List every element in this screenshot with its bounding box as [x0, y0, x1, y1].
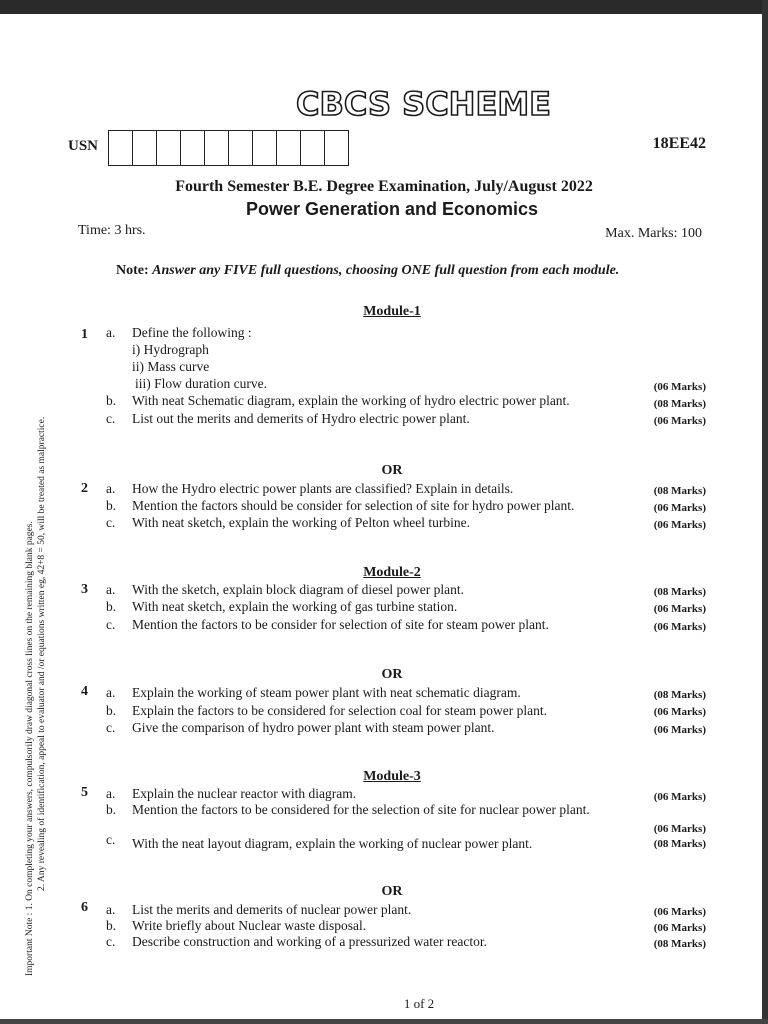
or-divider: OR: [381, 463, 403, 478]
part-label: c.: [106, 617, 116, 632]
question-text: How the Hydro electric power plants are classified? Explain in details.: [132, 481, 514, 496]
marks: (06 Marks): [653, 603, 706, 615]
marks: (08 Marks): [653, 586, 706, 598]
scan-border-bottom: [0, 1019, 768, 1024]
question-text: With neat Schematic diagram, explain the working of hydro electric power plant.: [132, 393, 570, 408]
part-label: a.: [106, 902, 116, 917]
subject-title: Power Generation and Economics: [245, 199, 539, 219]
question-number: 6: [81, 900, 88, 915]
part-label: c.: [106, 411, 116, 426]
part-label: a.: [106, 685, 116, 700]
side-note-line-2: 2. Any revealing of identification, appeal to evaluator and /or equations written eg, 42+8 = 50, will be treated as malpractice.: [37, 416, 47, 891]
usn-label: USN: [68, 138, 99, 154]
scheme-stamp: CBCS SCHEME: [296, 85, 552, 123]
usn-box-row: [108, 130, 349, 166]
marks: (06 Marks): [653, 706, 706, 718]
marks: (06 Marks): [653, 823, 706, 835]
instructions-note: [116, 263, 619, 279]
usn-box: [253, 131, 277, 165]
marks: (06 Marks): [653, 922, 706, 934]
or-divider: OR: [381, 884, 403, 899]
marks: (06 Marks): [653, 621, 706, 633]
part-label: b.: [106, 498, 117, 513]
usn-box: [277, 131, 301, 165]
question-text: Define the following :: [132, 325, 252, 340]
module-2-heading: Module-2: [363, 565, 421, 580]
marks: (08 Marks): [653, 838, 706, 850]
or-divider: OR: [381, 667, 403, 682]
important-side-note: [24, 286, 48, 976]
sub-item: i) Hydrograph: [132, 342, 209, 357]
marks: (06 Marks): [653, 791, 706, 803]
note-text: Answer any FIVE full questions, choosing ONE full question from each module.: [152, 263, 620, 278]
question-text: With the sketch, explain block diagram of diesel power plant.: [132, 582, 464, 597]
exam-title: Fourth Semester B.E. Degree Examination, July/August 2022: [175, 178, 593, 195]
marks: (06 Marks): [653, 502, 706, 514]
usn-box: [301, 131, 325, 165]
usn-box: [325, 131, 348, 165]
question-number: 3: [81, 582, 88, 597]
marks: (06 Marks): [653, 519, 706, 531]
part-label: c.: [106, 720, 116, 735]
usn-box: [205, 131, 229, 165]
subject-code: 18EE42: [652, 135, 706, 152]
part-label: a.: [106, 786, 116, 801]
question-text: Write briefly about Nuclear waste disposal.: [132, 918, 367, 933]
max-marks: Max. Marks: 100: [605, 226, 702, 241]
part-label: c.: [106, 934, 116, 949]
question-text: With neat sketch, explain the working of Pelton wheel turbine.: [132, 515, 470, 530]
question-text: Mention the factors should be consider for selection of site for hydro power plant.: [132, 498, 575, 513]
note-label: Note:: [116, 263, 149, 278]
module-3-heading: Module-3: [363, 769, 421, 784]
question-text: Explain the working of steam power plant with neat schematic diagram.: [132, 685, 521, 700]
part-label: a.: [106, 481, 116, 496]
marks: (08 Marks): [653, 485, 706, 497]
part-label: c.: [106, 515, 116, 530]
marks: (06 Marks): [653, 415, 706, 427]
part-label: a.: [106, 325, 116, 340]
question-text: Describe construction and working of a pressurized water reactor.: [132, 934, 487, 949]
question-text: Give the comparison of hydro power plant with steam power plant.: [132, 720, 495, 735]
usn-box: [133, 131, 157, 165]
marks: (06 Marks): [653, 724, 706, 736]
part-label: b.: [106, 393, 117, 408]
part-label: b.: [106, 703, 117, 718]
usn-box: [109, 131, 133, 165]
sub-item: ii) Mass curve: [132, 359, 210, 374]
question-text: Explain the nuclear reactor with diagram.: [132, 786, 357, 801]
question-text: List the merits and demerits of nuclear power plant.: [132, 902, 412, 917]
usn-box: [157, 131, 181, 165]
question-text: Explain the factors to be considered for selection coal for steam power plant.: [132, 703, 547, 718]
marks: (08 Marks): [653, 938, 706, 950]
question-text: Mention the factors to be considered for the selection of site for nuclear power plant.: [132, 802, 590, 817]
sub-item: iii) Flow duration curve.: [135, 376, 267, 391]
part-label: c.: [106, 832, 116, 847]
marks: (06 Marks): [653, 381, 706, 393]
scan-border-right: [762, 0, 768, 1024]
question-text: Mention the factors to be consider for selection of site for steam power plant.: [132, 617, 549, 632]
question-text: With the neat layout diagram, explain the working of nuclear power plant.: [132, 836, 533, 851]
part-label: b.: [106, 599, 117, 614]
question-number: 1: [81, 327, 88, 342]
marks: (06 Marks): [653, 906, 706, 918]
part-label: b.: [106, 918, 117, 933]
marks: (08 Marks): [653, 689, 706, 701]
question-number: 5: [81, 785, 88, 800]
module-1-heading: Module-1: [363, 304, 421, 319]
page-number: 1 of 2: [403, 996, 435, 1011]
marks: (08 Marks): [653, 398, 706, 410]
usn-box: [181, 131, 205, 165]
question-number: 4: [81, 684, 88, 699]
scan-border-top: [0, 0, 768, 14]
part-label: b.: [106, 802, 117, 817]
question-number: 2: [81, 481, 88, 496]
question-text: List out the merits and demerits of Hydro electric power plant.: [132, 411, 470, 426]
exam-duration: Time: 3 hrs.: [78, 223, 146, 238]
part-label: a.: [106, 582, 116, 597]
question-text: With neat sketch, explain the working of gas turbine station.: [132, 599, 458, 614]
usn-box: [229, 131, 253, 165]
side-note-line-1: Important Note : 1. On completing your answers, compulsorily draw diagonal cross lines on the remaining blank pages.: [25, 521, 35, 976]
